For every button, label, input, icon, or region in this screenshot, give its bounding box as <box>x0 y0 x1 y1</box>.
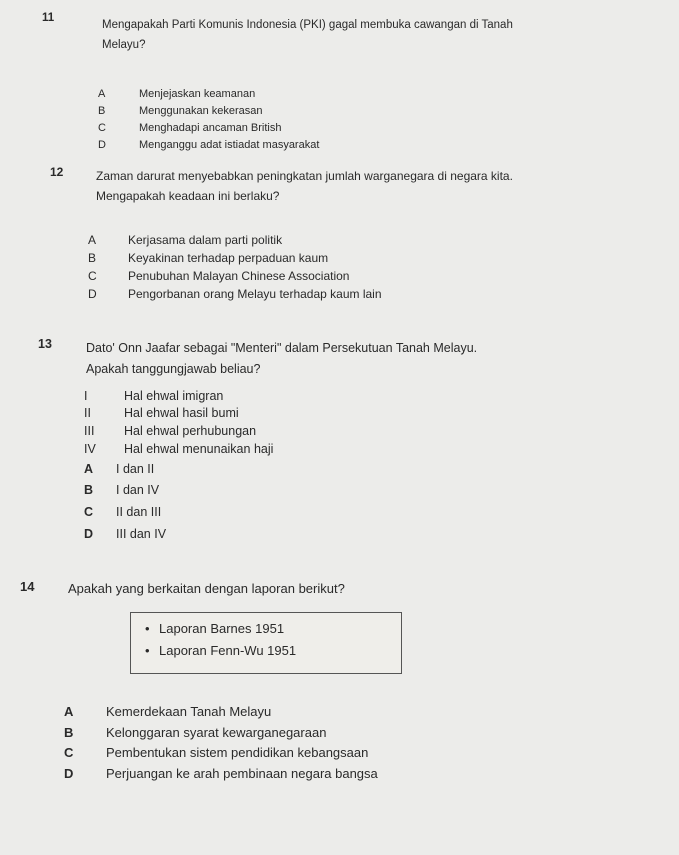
option-a[interactable]: A I dan II <box>84 462 155 476</box>
option-d[interactable]: D Pengorbanan orang Melayu terhadap kaum lain <box>88 287 382 301</box>
option-c[interactable]: C Pembentukan sistem pendidikan kebangsaan <box>64 745 369 760</box>
option-d[interactable]: D III dan IV <box>84 527 167 541</box>
option-b[interactable]: B Keyakinan terhadap perpaduan kaum <box>88 251 329 265</box>
statement-ii: II Hal ehwal hasil bumi <box>84 406 239 420</box>
statement-iv: IV Hal ehwal menunaikan haji <box>84 442 274 456</box>
statement-iii: III Hal ehwal perhubungan <box>84 424 257 438</box>
option-a[interactable]: A Kemerdekaan Tanah Melayu <box>64 704 272 719</box>
question-number: 13 <box>38 337 52 351</box>
option-c[interactable]: C II dan III <box>84 505 162 519</box>
report-item: Laporan Fenn-Wu 1951 <box>159 643 297 658</box>
option-c[interactable]: C Menghadapi ancaman British <box>98 122 282 134</box>
question-number: 11 <box>42 12 55 24</box>
question-number: 14 <box>20 579 35 594</box>
bullet-icon: • <box>145 621 150 636</box>
question-text: Apakah yang berkaitan dengan laporan berikut? <box>68 581 345 596</box>
option-a[interactable]: A Kerjasama dalam parti politik <box>88 233 283 247</box>
question-text: Mengapakah Parti Komunis Indonesia (PKI) gagal membuka cawangan di Tanah Melayu? <box>102 19 513 51</box>
statement-i: I Hal ehwal imigran <box>84 389 224 403</box>
option-d[interactable]: D Menganggu adat istiadat masyarakat <box>98 139 320 151</box>
option-d[interactable]: D Perjuangan ke arah pembinaan negara bangsa <box>64 766 378 781</box>
report-item: Laporan Barnes 1951 <box>159 621 285 636</box>
option-b[interactable]: B I dan IV <box>84 483 160 497</box>
report-box <box>130 612 402 674</box>
question-text: Dato' Onn Jaafar sebagai "Menteri" dalam Persekutuan Tanah Melayu. Apakah tanggungjawab beliau? <box>86 341 478 376</box>
question-number: 12 <box>50 165 64 179</box>
bullet-icon: • <box>145 643 150 658</box>
option-c[interactable]: C Penubuhan Malayan Chinese Association <box>88 269 350 283</box>
option-a[interactable]: A Menjejaskan keamanan <box>98 88 256 100</box>
question-text: Zaman darurat menyebabkan peningkatan jumlah warganegara di negara kita. Mengapakah keadaan ini berlaku? <box>96 169 513 203</box>
option-b[interactable]: B Kelonggaran syarat kewarganegaraan <box>64 725 327 740</box>
option-b[interactable]: B Menggunakan kekerasan <box>98 105 263 117</box>
